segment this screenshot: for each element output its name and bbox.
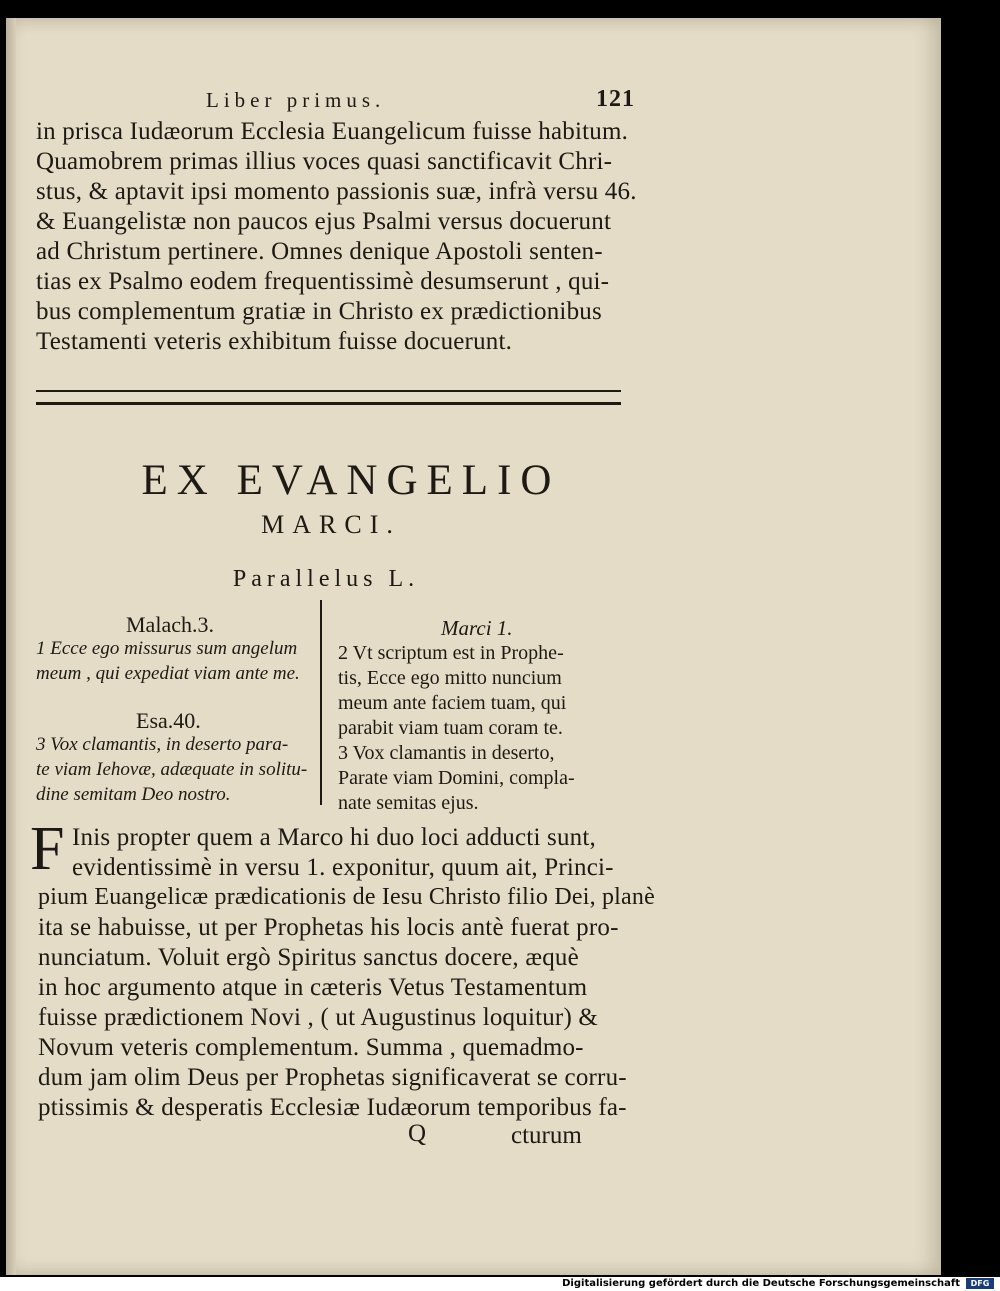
divider-rule xyxy=(36,402,621,405)
dfg-logo-icon: DFG xyxy=(966,1278,994,1289)
footer-credit: Digitalisierung gefördert durch die Deutsche Forschungsgemeinschaft xyxy=(562,1278,960,1289)
text-line: ad Christum pertinere. Omnes denique Apostoli senten- xyxy=(36,238,603,265)
text-line: Novum veteris complementum. Summa , quemadmo- xyxy=(38,1034,584,1061)
text-line: in prisca Iudæorum Ecclesia Euangelicum fuisse habitum. xyxy=(36,118,629,145)
signature-mark: Q xyxy=(408,1120,427,1147)
citation-marci: Marci 1. xyxy=(441,616,513,640)
text-line: evidentissimè in versu 1. exponitur, quum ait, Princi- xyxy=(72,854,614,881)
verse-line: Parate viam Domini, compla- xyxy=(338,767,575,789)
catchword: cturum xyxy=(511,1122,582,1149)
parallel-heading: Parallelus L. xyxy=(232,566,420,592)
verse-line: 2 Vt scriptum est in Prophe- xyxy=(338,642,564,664)
text-line: stus, & aptavit ipsi momento passionis suæ, infrà versu 46. xyxy=(36,178,637,205)
verse-line: tis, Ecce ego mitto nuncium xyxy=(338,667,562,689)
text-line: ptissimis & desperatis Ecclesiæ Iudæorum temporibus fa- xyxy=(38,1094,627,1121)
quote-line: 3 Vox clamantis, in deserto para- xyxy=(36,734,289,755)
verse-line: parabit viam tuam coram te. xyxy=(338,717,563,739)
page-number: 121 xyxy=(596,86,635,112)
text-line: dum jam olim Deus per Prophetas significaverat se corru- xyxy=(38,1064,627,1091)
text-line: pium Euangelicæ prædicationis de Iesu Christo filio Dei, planè xyxy=(38,884,655,910)
text-line: ita se habuisse, ut per Prophetas his locis antè fuerat pro- xyxy=(38,914,619,941)
text-line: Testamenti veteris exhibitum fuisse docuerunt. xyxy=(36,328,513,355)
footer-bar xyxy=(0,1277,1000,1291)
verse-line: nate semitas ejus. xyxy=(338,792,479,814)
text-line: & Euangelistæ non paucos ejus Psalmi versus docuerunt xyxy=(36,208,612,235)
text-line: in hoc argumento atque in cæteris Vetus Testamentum xyxy=(38,974,588,1001)
text-line: nunciatum. Voluit ergò Spiritus sanctus docere, æquè xyxy=(38,944,579,971)
quote-line: meum , qui expediat viam ante me. xyxy=(36,663,300,684)
verse-line: meum ante faciem tuam, qui xyxy=(338,692,567,714)
text-line: fuisse prædictionem Novi , ( ut Augustinus loquitur) & xyxy=(38,1004,599,1031)
drop-capital: F xyxy=(30,815,65,883)
quote-line: te viam Iehovæ, adæquate in solitu- xyxy=(36,759,308,780)
verse-line: 3 Vox clamantis in deserto, xyxy=(338,742,555,764)
quote-line: dine semitam Deo nostro. xyxy=(36,784,231,805)
text-line: Inis propter quem a Marco hi duo loci adducti sunt, xyxy=(72,824,596,851)
citation-malach: Malach.3. xyxy=(126,612,214,637)
section-title: EX EVANGELIO xyxy=(141,457,561,504)
page-spine xyxy=(6,18,16,1275)
divider-rule xyxy=(36,390,621,392)
running-head: Liber primus. xyxy=(206,88,386,112)
book-page xyxy=(6,18,941,1275)
section-subtitle: MARCI. xyxy=(261,510,401,539)
quote-line: 1 Ecce ego missurus sum angelum xyxy=(36,638,298,659)
text-line: Quamobrem primas illius voces quasi sanctificavit Chri- xyxy=(36,148,613,175)
text-line: tias ex Psalmo eodem frequentissimè desumserunt , qui- xyxy=(36,268,610,295)
text-line: bus complementum gratiæ in Christo ex prædictionibus xyxy=(36,298,602,325)
citation-esa: Esa.40. xyxy=(136,708,201,733)
column-separator xyxy=(320,600,322,805)
